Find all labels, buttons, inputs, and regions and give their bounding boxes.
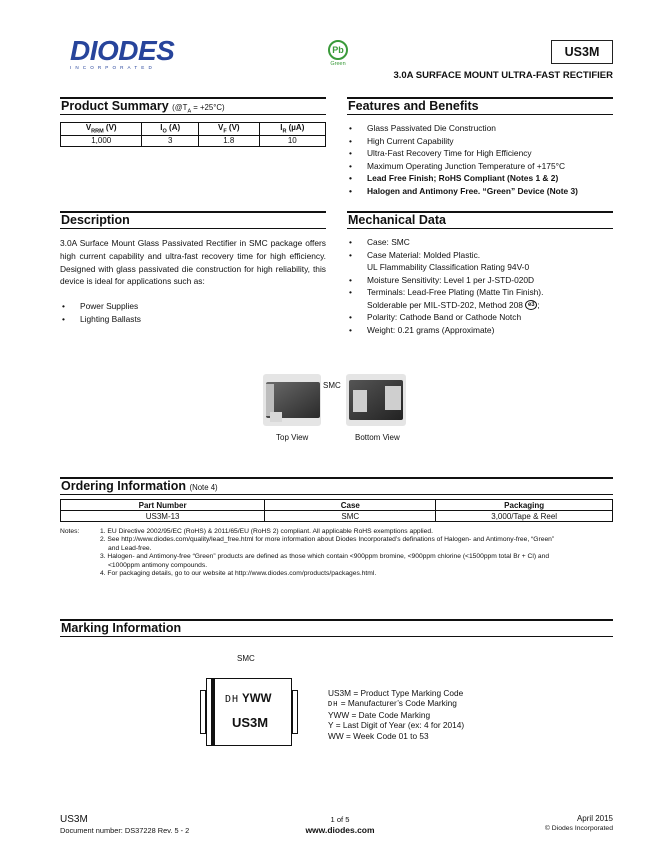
- ps-value-vf: 1.8: [199, 135, 260, 146]
- legend-item: US3M = Product Type Marking Code: [328, 688, 464, 698]
- lead-free-icon: Pb: [328, 40, 348, 60]
- oi-header-part: Part Number: [61, 500, 265, 511]
- mechanical-heading: Mechanical Data: [347, 211, 613, 229]
- list-item: • Lead Free Finish; RoHS Compliant (Notes 1 & 2): [349, 173, 559, 183]
- footer-doc-number: Document number: DS37228 Rev. 5 - 2: [60, 826, 190, 835]
- list-item: • Polarity: Cathode Band or Cathode Notch: [349, 312, 522, 322]
- oi-packaging: 3,000/Tape & Reel: [436, 511, 613, 522]
- top-view-caption: Top View: [276, 433, 309, 442]
- part-number-box: US3M: [551, 40, 613, 64]
- green-badge: [327, 40, 349, 70]
- package-body: [206, 678, 292, 746]
- ordering-title: Ordering Information: [61, 479, 186, 493]
- ordering-note-ref: (Note 4): [189, 483, 218, 492]
- list-item: • Weight: 0.21 grams (Approximate): [349, 324, 495, 335]
- cathode-band: [211, 679, 215, 745]
- package-bottom-view-image: [345, 372, 407, 430]
- list-item: • High Current Capability: [349, 135, 454, 146]
- package-label: SMC: [323, 381, 341, 390]
- product-summary-heading: [60, 97, 326, 115]
- ps-header-vf: $V_F$ (V): [199, 123, 260, 136]
- ps-header-vrrm: $V_{RRM}$ (V): [61, 123, 142, 136]
- ps-header-io: $I_O$ (A): [142, 123, 199, 136]
- list-item: • Ultra-Fast Recovery Time for High Efficiency: [349, 148, 532, 158]
- legend-item: WW = Week Code 01 to 53: [328, 730, 429, 741]
- chip-line-2: US3M: [232, 715, 269, 730]
- legend-item: Y = Last Digit of Year (ex: 4 for 2014): [328, 720, 465, 731]
- description-text: 3.0A Surface Mount Glass Passivated Rectifier in SMC package offers high current capability and ultra-fast recovery time for high efficiency. Designed with glass passivated die construction for high reliability, this device is ideal for applications such as:: [60, 238, 326, 287]
- chip-line-1: [225, 693, 271, 705]
- note-3: 3. Halogen- and Antimony-free “Green” products are defined as those which contain <900ppm bromine, <900ppm chlorine (<1500ppm total Br + Cl) and: [100, 553, 550, 561]
- ps-value-io: 3: [142, 135, 199, 146]
- features-heading: Features and Benefits: [347, 97, 613, 115]
- oi-header-packaging: Packaging: [436, 500, 613, 511]
- footer-website-link[interactable]: www.diodes.com: [305, 825, 375, 835]
- oi-part-number: US3M-13: [61, 511, 265, 522]
- document-subtitle: 3.0A SURFACE MOUNT ULTRA-FAST RECTIFIER: [393, 70, 613, 81]
- footer-date: April 2015: [576, 814, 613, 823]
- table-row: [61, 511, 613, 522]
- green-label: Green: [330, 61, 346, 67]
- note-2-cont: and Lead-free.: [108, 544, 152, 552]
- package-top-view-image: [262, 372, 322, 430]
- bottom-view-caption: Bottom View: [355, 433, 400, 442]
- list-item: • Case: SMC: [349, 237, 410, 247]
- marking-legend: [328, 688, 588, 741]
- note-4: 4. For packaging details, go to our website at http://www.diodes.com/products/packages.html.: [100, 570, 377, 577]
- product-summary-title: Product Summary: [61, 99, 169, 113]
- footer-copyright: © Diodes Incorporated: [544, 825, 613, 832]
- notes-label: Notes:: [60, 528, 80, 535]
- ps-value-ir: 10: [259, 135, 325, 146]
- applications-list: [60, 300, 326, 325]
- mechanical-list: [347, 236, 613, 336]
- note-3-cont: <1000ppm antimony compounds.: [108, 561, 208, 569]
- manufacturer-logo-icon: DH: [328, 700, 339, 709]
- features-list: [347, 122, 613, 197]
- footer-part: US3M: [60, 814, 88, 825]
- product-summary-condition: $(@T_A = +25^\circ C)$: [172, 103, 225, 115]
- right-lead: [292, 690, 298, 734]
- date-code: YWW: [242, 693, 272, 705]
- note-1: 1. EU Directive 2002/95/EC (RoHS) & 2011/65/EU (RoHS 2) compliant. All applicable RoHS exemptions applied.: [100, 528, 433, 535]
- logo-subtext: INCORPORATED: [70, 65, 156, 70]
- oi-case: SMC: [265, 511, 436, 522]
- diodes-logo: [70, 35, 185, 70]
- list-item: • Power Supplies: [62, 301, 139, 311]
- list-item: • Moisture Sensitivity: Level 1 per J-STD-020D: [349, 274, 535, 285]
- list-item: • Glass Passivated Die Construction: [349, 123, 496, 133]
- ordering-table: [60, 499, 613, 522]
- legend-item: DH = Manufacturer’s Code Marking: [328, 698, 457, 709]
- note-2: 2. See http://www.diodes.com/quality/lead_free.html for more information about Diodes Incorporated’s definations of Halogen- and Antimony-free, “Green”: [100, 536, 555, 544]
- list-item: • Case Material: Molded Plastic. UL Flammability Classification Rating 94V-0: [349, 249, 530, 272]
- list-item: • Maximum Operating Junction Temperature of +175°C: [349, 160, 566, 171]
- manufacturer-logo-icon: DH: [225, 694, 240, 705]
- marking-diagram: [200, 678, 298, 746]
- oi-header-case: Case: [265, 500, 436, 511]
- ordering-heading: [60, 477, 613, 495]
- e3-icon: e3: [525, 300, 537, 310]
- ps-value-vrrm: 1,000: [61, 135, 142, 146]
- legend-item: YWW = Date Code Marking: [328, 709, 431, 720]
- description-heading: Description: [60, 211, 326, 229]
- product-summary-table: [60, 122, 326, 147]
- logo-text: DIODES: [70, 35, 175, 66]
- marking-package-label: SMC: [237, 654, 255, 663]
- list-item: • Terminals: Lead-Free Plating (Matte Tin Finish). Solderable per MIL-STD-202, Method 208 e3 ;: [349, 287, 544, 310]
- list-item: • Halogen and Antimony Free. “Green” Device (Note 3): [349, 185, 578, 196]
- list-item: • Lighting Ballasts: [62, 313, 141, 324]
- footer-page-number: 1 of 5: [330, 815, 350, 824]
- marking-heading: Marking Information: [60, 619, 613, 637]
- ps-header-ir: $I_R$ (µA): [259, 123, 325, 136]
